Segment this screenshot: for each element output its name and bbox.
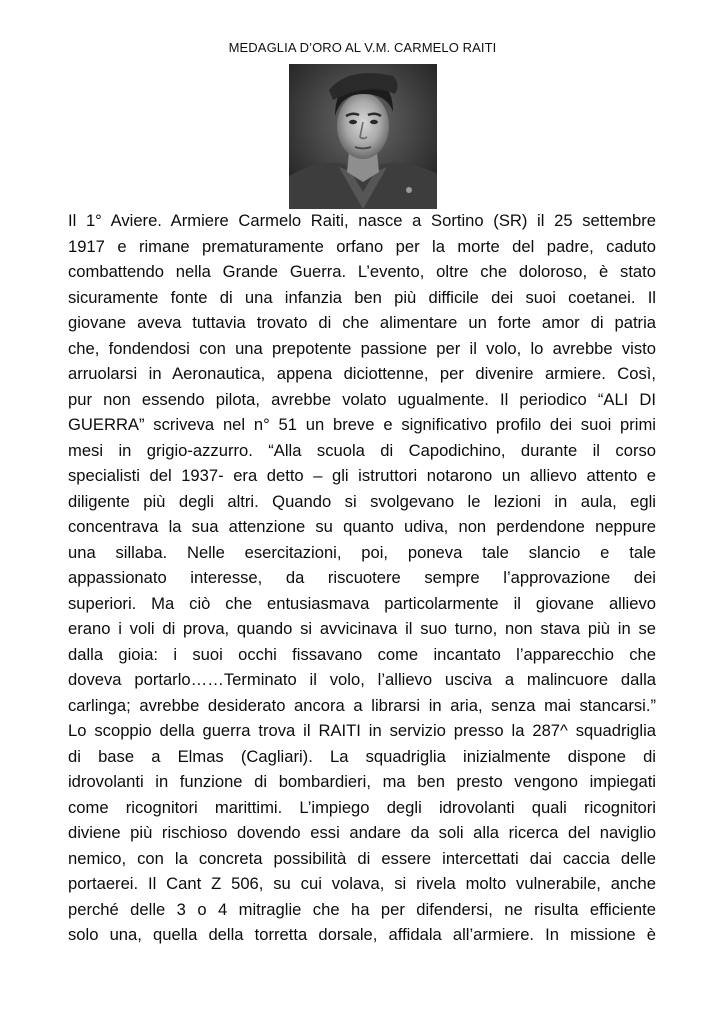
text-line: Il 1° Aviere. Armiere Carmelo Raiti, nasce a Sortino (SR) il 25 settembre — [68, 211, 656, 230]
text-line: specialisti del 1937- era detto – gli istruttori notarono un allievo attento e — [68, 466, 656, 485]
text-line: appassionato interesse, da riscuotere sempre l’approvazione dei — [68, 568, 656, 587]
text-line: doveva portarlo……Terminato il volo, l’allievo usciva a malincuore dalla — [68, 670, 656, 689]
text-line: che, fondendosi con una prepotente passione per il volo, lo avrebbe visto — [68, 338, 656, 358]
text-line: dalla gioia: i suoi occhi fissavano come incantato l’apparecchio che — [68, 644, 656, 664]
text-line: concentrava la sua attenzione su quanto udiva, non perdendone neppure — [68, 517, 656, 536]
text-line: una sillaba. Nelle esercitazioni, poi, poneva tale slancio e tale — [68, 542, 656, 562]
text-line: come ricognitori marittimi. L’impiego degli idrovolanti quali ricognitori — [68, 797, 656, 817]
portrait-photo — [289, 64, 437, 209]
text-line: sicuramente fonte di una infanzia ben più difficile dei suoi coetanei. Il — [68, 287, 656, 307]
text-line: mesi in grigio-azzurro. “Alla scuola di Capodichino, durante il corso — [68, 440, 656, 460]
article-body — [68, 208, 656, 948]
text-line: carlinga; avrebbe desiderato ancora a librarsi in aria, senza mai stancarsi.” — [68, 695, 656, 715]
text-line: GUERRA” scriveva nel n° 51 un breve e significativo profilo dei suoi primi — [68, 415, 656, 434]
portrait-photo-icon — [289, 64, 437, 209]
text-line: di base a Elmas (Cagliari). La squadriglia inizialmente dispone di — [68, 746, 656, 766]
text-line: idrovolanti in funzione di bombardieri, ma ben presto vengono impiegati — [68, 772, 656, 791]
text-line: erano i voli di prova, quando si avvicinava il suo turno, non stava più in se — [68, 619, 656, 638]
text-line: diviene più rischioso dovendo essi andare da soli alla ricerca del naviglio — [68, 823, 656, 842]
text-line: pur non essendo pilota, avrebbe volato ugualmente. Il periodico “ALI DI — [68, 389, 656, 409]
text-line: nemico, con la concreta possibilità di essere intercettati dai caccia delle — [68, 848, 656, 868]
text-line: superiori. Ma ciò che entusiasmava particolarmente il giovane allievo — [68, 593, 656, 613]
text-line: portaerei. Il Cant Z 506, su cui volava, si rivela molto vulnerabile, anche — [68, 874, 656, 893]
text-line: perché delle 3 o 4 mitraglie che ha per difendersi, ne risulta efficiente — [68, 899, 656, 919]
text-line: Lo scoppio della guerra trova il RAITI in servizio presso la 287^ squadriglia — [68, 721, 656, 740]
text-line: giovane aveva tuttavia trovato di che alimentare un forte amor di patria — [68, 313, 656, 332]
text-line: 1917 e rimane prematuramente orfano per la morte del padre, caduto — [68, 236, 656, 256]
text-line: combattendo nella Grande Guerra. L’evento, oltre che doloroso, è stato — [68, 262, 656, 281]
text-line: solo una, quella della torretta dorsale, affidala all’armiere. In missione è — [68, 925, 656, 944]
text-line: arruolarsi in Aeronautica, appena diciottenne, per divenire armiere. Così, — [68, 364, 656, 383]
text-line: diligente più degli altri. Quando si svolgevano le lezioni in aula, egli — [68, 491, 656, 511]
document-title: MEDAGLIA D’ORO AL V.M. CARMELO RAITI — [228, 40, 497, 55]
